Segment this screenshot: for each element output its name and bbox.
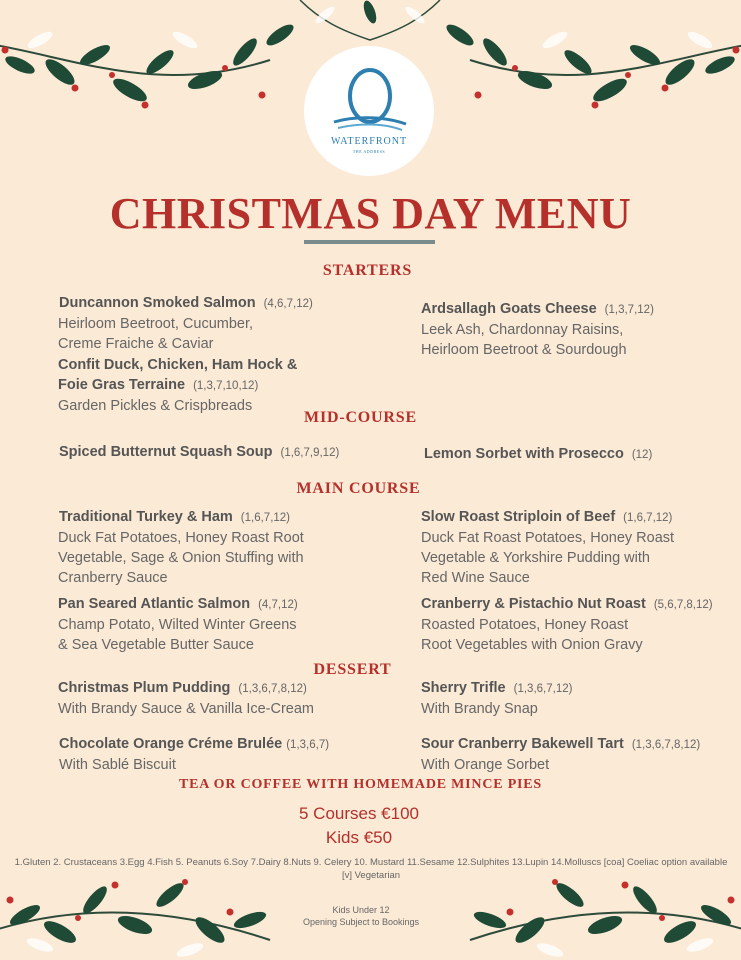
item-name: Lemon Sorbet with Prosecco: [424, 446, 624, 462]
item-desc: Cranberry Sauce: [58, 570, 168, 586]
item-name: Cranberry & Pistachio Nut Roast: [421, 596, 646, 612]
item-desc: Duck Fat Potatoes, Honey Roast Root: [58, 530, 304, 546]
section-tea-coffee: TEA OR COFFEE WITH HOMEMADE MINCE PIES: [178, 777, 543, 792]
item-allergens: (1,3,6,7): [286, 739, 330, 751]
menu-item-bakewell-tart: [421, 734, 700, 775]
item-name: Christmas Plum Pudding: [58, 680, 231, 696]
item-desc: Heirloom Beetroot & Sourdough: [421, 342, 627, 358]
kids-age-note: Kids Under 12: [332, 905, 390, 915]
item-name: Ardsallagh Goats Cheese: [421, 301, 597, 317]
section-mid-course: MID-COURSE: [304, 409, 417, 426]
menu-item-terrine: [58, 355, 297, 416]
menu-item-smoked-salmon: [59, 293, 313, 354]
item-desc: Roasted Potatoes, Honey Roast: [421, 617, 629, 633]
menu-item-goats-cheese: [421, 299, 654, 360]
item-allergens: (1,6,7,12): [240, 512, 291, 524]
item-desc: Heirloom Beetroot, Cucumber,: [58, 316, 254, 332]
menu-item-creme-brulee: [59, 734, 329, 775]
waterfront-logo: [304, 46, 434, 176]
item-allergens: (1,3,7,12): [604, 304, 654, 316]
logo-q-mark: [304, 46, 434, 176]
allergen-legend-line: [v] Vegetarian: [341, 870, 401, 881]
booking-note: Opening Subject to Bookings: [302, 917, 420, 927]
item-allergens: (1,3,6,7,12): [513, 683, 573, 695]
menu-item-sherry-trifle: [421, 678, 572, 719]
logo-tagline: THE ADDRESS: [352, 149, 386, 154]
item-allergens: (1,6,7,12): [623, 512, 673, 524]
item-desc: Champ Potato, Wilted Winter Greens: [58, 617, 297, 633]
item-allergens: (12): [631, 449, 653, 461]
item-desc: Duck Fat Roast Potatoes, Honey Roast: [421, 530, 675, 546]
item-allergens: (4,6,7,12): [263, 298, 313, 310]
item-allergens: (1,3,7,10,12): [193, 380, 259, 392]
item-desc: Creme Fraiche & Caviar: [58, 336, 214, 352]
item-name: Sherry Trifle: [421, 680, 506, 696]
item-desc: Red Wine Sauce: [421, 570, 530, 586]
item-desc: Vegetable, Sage & Onion Stuffing with: [58, 550, 304, 566]
item-desc: Root Vegetables with Onion Gravy: [421, 637, 643, 653]
item-desc: With Brandy Snap: [421, 701, 538, 717]
item-allergens: (4,7,12): [258, 599, 298, 611]
item-name: Duncannon Smoked Salmon: [59, 295, 256, 311]
menu-item-soup: [59, 442, 339, 463]
menu-item-plum-pudding: [58, 678, 314, 719]
item-desc: With Brandy Sauce & Vanilla Ice-Cream: [58, 701, 315, 717]
item-name: Traditional Turkey & Ham: [59, 509, 233, 525]
item-desc: Leek Ash, Chardonnay Raisins,: [421, 322, 624, 338]
item-allergens: (1,3,6,7,8,12): [238, 683, 307, 695]
title-divider: [304, 240, 435, 244]
item-desc: With Sablé Biscuit: [59, 757, 176, 773]
item-name: Slow Roast Striploin of Beef: [421, 509, 616, 525]
price-five-courses: 5 Courses €100: [298, 804, 420, 823]
section-main-course: MAIN COURSE: [296, 480, 421, 497]
item-name: Foie Gras Terraine: [58, 377, 186, 393]
item-desc: With Orange Sorbet: [421, 757, 550, 773]
menu-item-sorbet: [424, 444, 652, 465]
price-kids: Kids €50: [325, 828, 393, 847]
item-name: Sour Cranberry Bakewell Tart: [421, 736, 624, 752]
bottom-holly-garland: [0, 870, 741, 960]
item-allergens: (5,6,7,8,12): [653, 599, 713, 611]
item-name: Pan Seared Atlantic Salmon: [58, 596, 251, 612]
item-allergens: (1,3,6,7,8,12): [631, 739, 701, 751]
allergen-legend-line: 1.Gluten 2. Crustaceans 3.Egg 4.Fish 5. Peanuts 6.Soy 7.Dairy 8.Nuts 9. Celery 10. Mustard 11.Sesame 12.Sulphites 13.Lupin 14.Molluscs [coa] Coeliac option available: [14, 857, 728, 868]
item-allergens: (1,6,7,9,12): [280, 447, 340, 459]
item-desc: & Sea Vegetable Butter Sauce: [58, 637, 254, 653]
section-starters: STARTERS: [322, 262, 413, 279]
item-name: Chocolate Orange Créme Brulée: [59, 736, 283, 752]
section-dessert: DESSERT: [313, 661, 392, 678]
menu-item-turkey: [59, 507, 304, 588]
menu-item-atlantic-salmon: [58, 594, 298, 655]
menu-item-beef: [421, 507, 674, 588]
item-name: Spiced Butternut Squash Soup: [59, 444, 273, 460]
logo-brand-text: WATERFRONT: [330, 136, 408, 147]
item-desc: Garden Pickles & Crispbreads: [58, 398, 253, 414]
item-name: Confit Duck, Chicken, Ham Hock &: [58, 357, 298, 373]
menu-title: CHRISTMAS DAY MENU: [109, 189, 632, 238]
menu-item-nut-roast: [421, 594, 713, 655]
item-desc: Vegetable & Yorkshire Pudding with: [421, 550, 650, 566]
